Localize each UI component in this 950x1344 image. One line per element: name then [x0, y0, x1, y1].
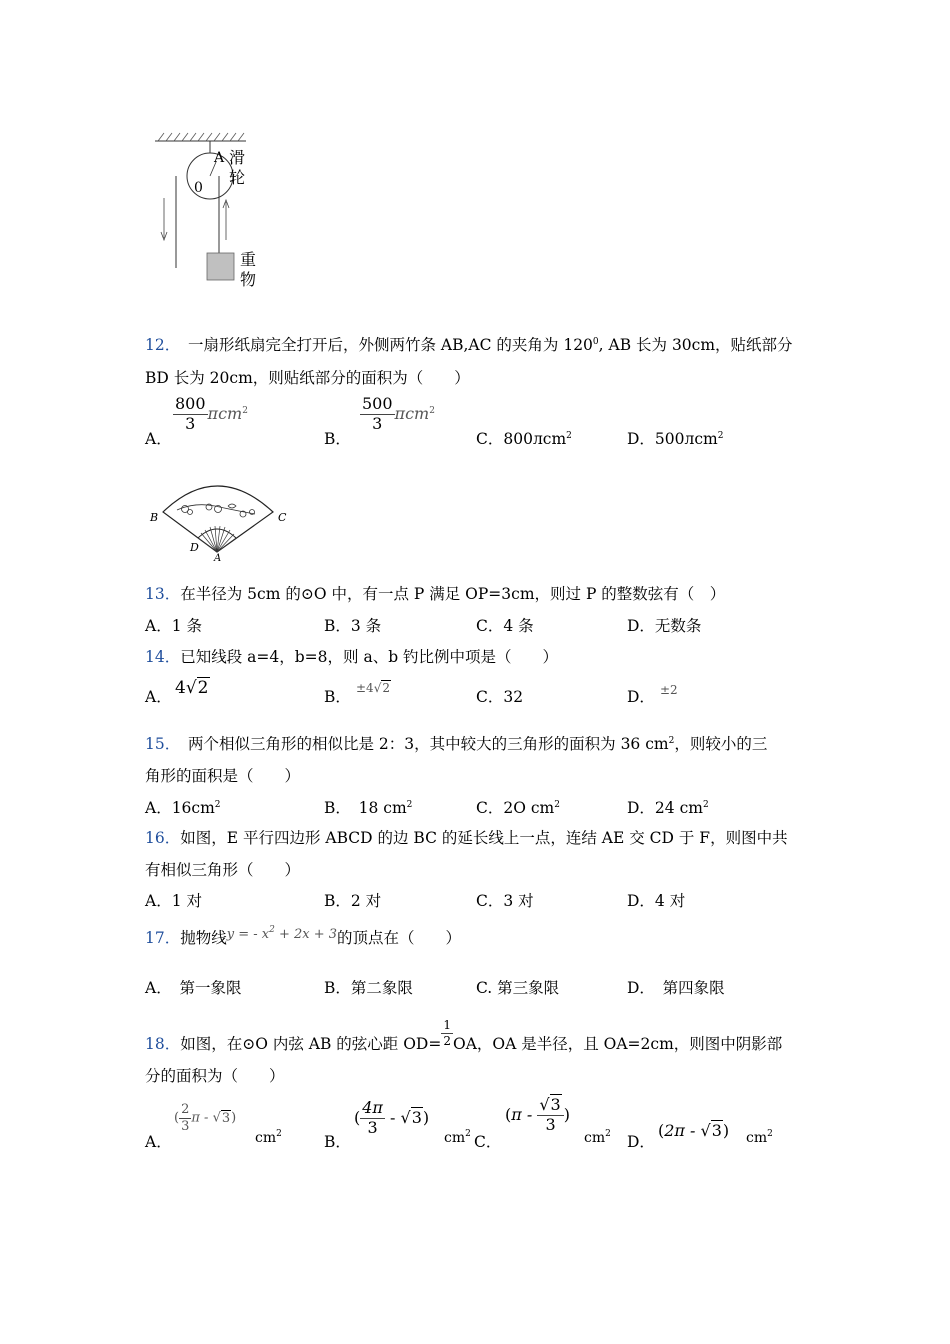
fan-label-d: D [190, 541, 199, 554]
q12-option-b: B． [324, 430, 351, 448]
q12-b-numerator: 500 [362, 394, 393, 413]
fan-label-c: C [278, 511, 287, 524]
q18-option-c-expr [505, 1097, 570, 1134]
q13-option-b: B．3 条 [324, 617, 382, 635]
q12-number: 12． [145, 336, 173, 354]
paren-close: ) [722, 1121, 730, 1140]
q14-number: 14． [145, 648, 181, 666]
q18-a-unit [255, 1130, 282, 1146]
q17-option-c: C. 第三象限 [476, 979, 560, 997]
q17-option-d: D． 第四象限 [627, 979, 725, 997]
q14-option-b-expr [356, 681, 391, 695]
pulley-label-line2: 轮 [229, 168, 246, 187]
pulley-label [229, 148, 245, 188]
paren-close: ) [231, 1110, 237, 1126]
q12-a-tail: πcm [207, 403, 243, 423]
q12-option-a-fraction [173, 396, 208, 433]
q12-d-text: D．500лcm [627, 430, 718, 448]
q18-line1 [145, 1018, 783, 1059]
q14-b-coef: ±4 [356, 681, 374, 695]
q15-sup: 2 [668, 736, 675, 746]
q18-d-unit [746, 1130, 773, 1146]
q18-text-post: OA，OA 是半径，且 OA=2cm，则图中阴影部 [452, 1035, 783, 1054]
q18-option-c: C． [474, 1133, 502, 1151]
q15-d-text: D．24 cm [627, 799, 703, 817]
q18-text-pre: 如图，在⊙O 内弦 AB 的弦心距 OD= [180, 1035, 442, 1054]
q18-option-d: D． [627, 1133, 655, 1151]
q18-c-fraction [537, 1097, 563, 1134]
q16-number: 16． [145, 829, 181, 847]
weight-label-line2: 物 [240, 270, 257, 289]
q18-a-denominator: 3 [181, 1118, 190, 1134]
q18-line2: 分的面积为（ ） [145, 1067, 285, 1085]
q18-c-pre: π - [511, 1104, 538, 1124]
q12-option-d [627, 427, 723, 449]
q14-option-a: A． [145, 688, 172, 706]
q18-half-numerator: 1 [443, 1018, 451, 1032]
paren-close: ) [422, 1107, 430, 1127]
q15-text-pre: 两个相似三角形的相似比是 2：3，其中较大的三角形的面积为 36 cm [172, 735, 669, 753]
q18-b-unit-text: cm [444, 1130, 466, 1146]
q15-option-d [627, 796, 709, 818]
q12-b-sup: 2 [429, 405, 435, 416]
q17-number: 17． [145, 929, 181, 947]
q12-option-a-expr [173, 396, 248, 433]
q14-option-d: D． [627, 688, 655, 706]
q12-d-sup: 2 [717, 431, 724, 441]
q15-option-b [324, 796, 412, 818]
pulley-center-label: 0 [194, 180, 203, 196]
q18-b-fraction [360, 1100, 385, 1137]
q14-option-b: B． [324, 688, 351, 706]
paren-open: ( [505, 1104, 512, 1124]
q15-a-text: A．16cm [145, 799, 215, 817]
q12-text-post: , AB 长为 30cm，贴纸部分 [598, 336, 793, 354]
q16-text: 如图，E 平行四边形 ABCD 的边 BC 的延长线上一点，连结 AE 交 CD 于 F，则图中共 [180, 829, 788, 847]
q18-c-unit-sup: 2 [605, 1129, 611, 1139]
q18-b-mid: - [384, 1107, 401, 1127]
q18-c-numerator-wrap [537, 1097, 563, 1114]
fan-label-a: A [214, 553, 222, 564]
q18-number: 18． [145, 1035, 181, 1054]
q18-d-unit-text: cm [746, 1130, 768, 1146]
q15-d-sup: 2 [702, 800, 709, 810]
q13-option-c: C．4 条 [476, 617, 534, 635]
q18-a-fraction [179, 1103, 191, 1133]
q16-line2: 有相似三角形（ ） [145, 861, 301, 879]
q12-option-a: A． [145, 430, 172, 448]
q12-text-pre: 一扇形纸扇完全打开后，外侧两竹条 AB,AC 的夹角为 120 [172, 336, 593, 354]
q15-a-sup: 2 [214, 800, 221, 810]
sqrt-sign: √ [700, 1121, 711, 1140]
q17-option-a: A． 第一象限 [145, 979, 242, 997]
q17-text-post: 的顶点在（ ） [337, 929, 462, 947]
q12-option-c [476, 427, 572, 449]
q18-b-unit-sup: 2 [465, 1129, 471, 1139]
q18-b-numerator: 4π [362, 1098, 383, 1117]
paren-close: ) [563, 1104, 570, 1124]
q13-number: 13． [145, 585, 181, 603]
q12-a-denominator: 3 [185, 413, 196, 433]
q15-line1 [145, 732, 767, 754]
pulley-label-a: A [214, 150, 225, 166]
q18-option-b-expr [354, 1100, 429, 1137]
q15-text-post: ，则较小的三 [674, 735, 768, 753]
q14-line1 [145, 645, 558, 667]
q12-a-numerator: 800 [175, 394, 206, 413]
q18-half-denominator: 2 [443, 1033, 451, 1048]
q18-option-b: B． [324, 1133, 351, 1151]
q13-option-d: D．无数条 [627, 617, 702, 635]
q18-a-mid: π - [191, 1110, 213, 1126]
q15-option-c [476, 796, 560, 818]
q14-a-coef: 4 [175, 678, 186, 698]
paren-open: ( [658, 1121, 665, 1140]
q12-option-b-expr [360, 396, 435, 433]
q13-option-a: A．1 条 [145, 617, 202, 635]
q13-line1 [145, 582, 725, 604]
q14-option-d-expr: ±2 [660, 683, 678, 697]
q12-c-sup: 2 [566, 431, 572, 441]
q14-option-a-expr [175, 678, 210, 698]
q18-c-numerator: 3 [550, 1095, 561, 1114]
paren-open: ( [174, 1110, 180, 1126]
q15-option-a [145, 796, 221, 818]
q18-a-numerator: 2 [181, 1102, 190, 1117]
q12-a-sup: 2 [242, 405, 248, 416]
q15-c-sup: 2 [554, 800, 560, 810]
q14-option-c: C．32 [476, 688, 524, 706]
q17-text-pre: 抛物线 [180, 929, 227, 947]
q18-a-unit-text: cm [255, 1130, 277, 1146]
q18-c-unit-text: cm [584, 1130, 606, 1146]
sqrt-sign: √ [185, 678, 197, 698]
paren-open: ( [354, 1107, 361, 1127]
q15-line2: 角形的面积是（ ） [145, 767, 301, 785]
q18-d-radicand: 3 [711, 1121, 722, 1140]
q14-a-radicand: 2 [197, 678, 209, 698]
q12-line2: BD 长为 20cm，则贴纸部分的面积为（ ） [145, 369, 470, 387]
q16-line1 [145, 826, 788, 848]
sqrt-sign: √ [539, 1095, 550, 1114]
q18-b-denominator: 3 [367, 1117, 378, 1137]
q18-option-a-expr [174, 1103, 236, 1133]
q16-option-c: C．3 对 [476, 892, 534, 910]
q12-b-denominator: 3 [372, 413, 383, 433]
q16-option-b: B．2 对 [324, 892, 382, 910]
q17-equation [227, 927, 337, 942]
q17-eq-sup: 2 [269, 925, 275, 935]
q16-option-d: D．4 对 [627, 892, 686, 910]
q18-c-denominator: 3 [545, 1114, 556, 1134]
q12-degree-sup: 0 [592, 337, 599, 347]
q18-d-unit-sup: 2 [767, 1129, 773, 1139]
weight-label-line1: 重 [240, 250, 257, 269]
q18-d-pre: 2π - [664, 1121, 701, 1140]
q12-b-tail: πcm [394, 403, 430, 423]
pulley-label-line1: 滑 [229, 148, 246, 167]
q17-option-b: B．第二象限 [324, 979, 413, 997]
weight-label [240, 250, 256, 290]
q18-half-fraction [441, 1019, 453, 1047]
q18-a-unit-sup: 2 [276, 1129, 282, 1139]
q18-b-unit [444, 1130, 471, 1146]
sqrt-sign: √ [212, 1110, 221, 1126]
q17-eq-post: + 2x + 3 [274, 927, 338, 942]
q17-eq-pre: y = - x [226, 927, 270, 942]
q15-b-sup: 2 [406, 800, 413, 810]
q12-option-b-fraction [360, 396, 395, 433]
sqrt-sign: √ [373, 681, 382, 695]
q18-option-a: A． [145, 1133, 172, 1151]
q14-text: 已知线段 a=4，b=8，则 a、b 钓比例中项是（ ） [180, 648, 559, 666]
q17-line1 [145, 926, 461, 948]
q16-option-a: A．1 对 [145, 892, 202, 910]
q15-b-text: B． 18 cm [324, 799, 407, 817]
q18-option-d-expr [658, 1121, 729, 1140]
q12-line1 [145, 333, 793, 355]
fan-label-b: B [150, 511, 159, 524]
q15-number: 15． [145, 735, 173, 753]
q12-c-text: C．800лcm [476, 430, 567, 448]
q15-c-text: C．2O cm [476, 799, 555, 817]
q18-b-radicand: 3 [411, 1107, 422, 1127]
q14-b-radicand: 2 [382, 681, 390, 695]
sqrt-sign: √ [400, 1107, 411, 1127]
q18-c-unit [584, 1130, 611, 1146]
q18-a-radicand: 3 [221, 1110, 231, 1126]
q13-text: 在半径为 5cm 的⊙O 中，有一点 P 满足 OP=3cm，则过 P 的整数弦有（ ） [180, 585, 726, 603]
